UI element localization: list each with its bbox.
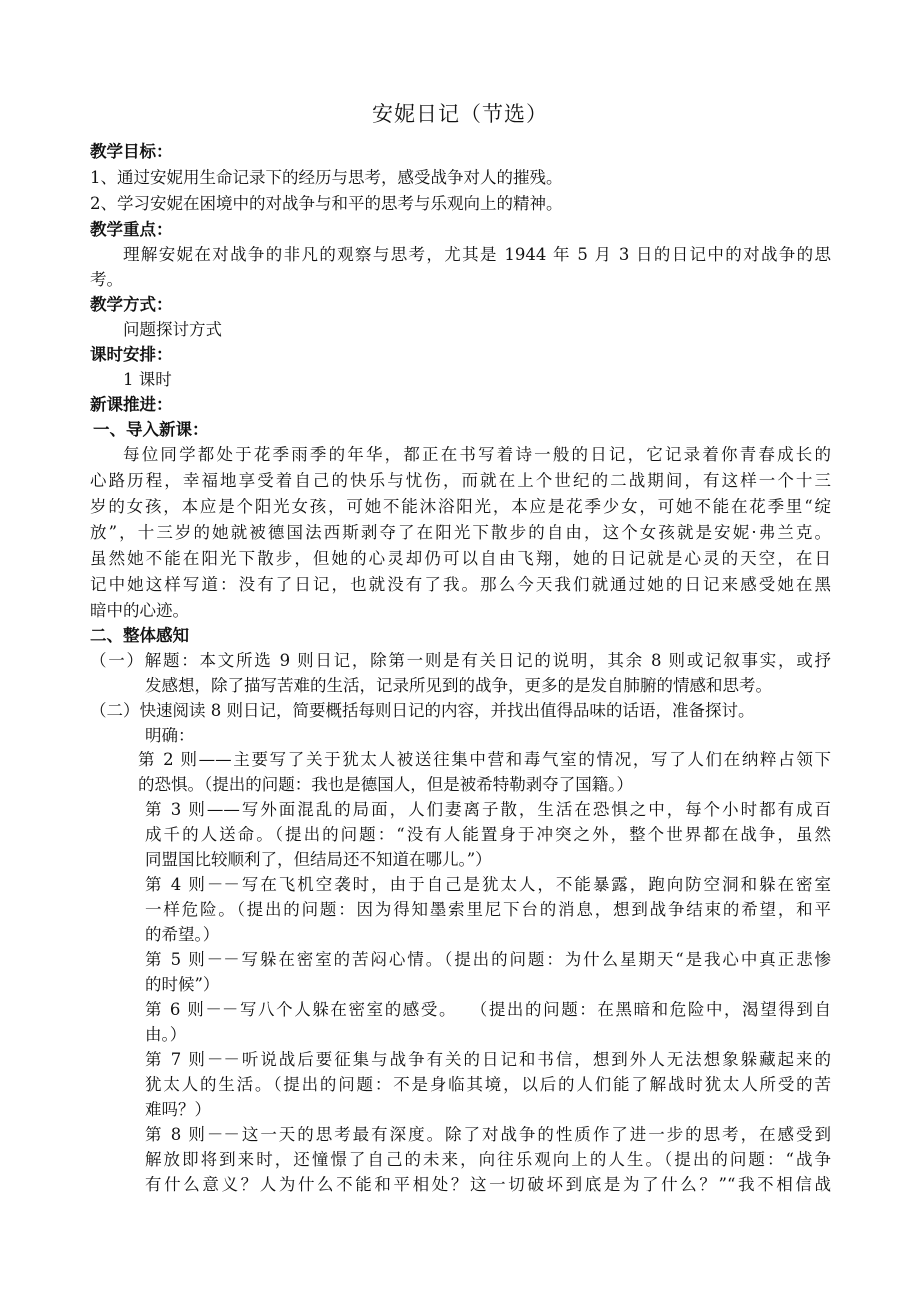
para-2-line-2: 明确： <box>145 726 195 745</box>
diary-7-line-3: 难吗？） <box>145 1100 211 1119</box>
intro-heading: 一、导入新课： <box>93 420 209 439</box>
diary-5-line-2: 的时候”） <box>145 975 220 994</box>
diary-3-line-1: 第 3 则——写外面混乱的局面，人们妻离子散，生活在恐惧之中，每个小时都有成百 <box>145 800 831 819</box>
intro-line-5: 虽然她不能在阳光下散步，但她的心灵却仍可以自由飞翔，她的日记就是心灵的天空，在日 <box>90 549 831 568</box>
diary-8-line-1: 第 8 则－－这一天的思考最有深度。除了对战争的性质作了进一步的思考，在感受到 <box>145 1125 831 1144</box>
diary-8-line-3: 有什么意义？人为什么不能和平相处？这一切破坏到底是为了什么？”“我不相信战 <box>145 1175 831 1194</box>
method-text: 问题探讨方式 <box>123 320 222 339</box>
para-2-line-1: （二）快速阅读 8 则日记，简要概括每则日记的内容，并找出值得品味的话语，准备探讨。 <box>90 701 755 720</box>
method-heading: 教学方式： <box>90 295 173 314</box>
diary-3-line-3: 同盟国比较顺利了，但结局还不知道在哪儿。”） <box>145 850 492 869</box>
advance-heading: 新课推进： <box>90 395 173 414</box>
diary-3-line-2: 成千的人送命。（提出的问题：“没有人能置身于冲突之外，整个世界都在战争，虽然 <box>145 825 831 844</box>
diary-7-line-2: 犹太人的生活。（提出的问题：不是身临其境，以后的人们能了解战时犹太人所受的苦 <box>145 1075 831 1094</box>
focus-line-2: 考。 <box>90 270 123 289</box>
intro-line-1: 每位同学都处于花季雨季的年华，都正在书写着诗一般的日记，它记录着你青春成长的 <box>123 445 831 464</box>
intro-line-2: 心路历程，幸福地享受着自己的快乐与忧伤，而就在上个世纪的二战期间，有这样一个十三 <box>90 471 831 490</box>
focus-line-1: 理解安妮在对战争的非凡的观察与思考，尤其是 1944 年 5 月 3 日的日记中的对战争的思 <box>123 245 831 264</box>
diary-2-line-1: 第 2 则——主要写了关于犹太人被送往集中营和毒气室的情况，写了人们在纳粹占领下 <box>138 750 831 769</box>
intro-line-6: 记中她这样写道：没有了日记，也就没有了我。那么今天我们就通过她的日记来感受她在黑 <box>90 575 831 594</box>
diary-4-line-3: 的希望。） <box>145 925 220 944</box>
intro-line-4: 放”，十三岁的她就被德国法西斯剥夺了在阳光下散步的自由，这个女孩就是安妮·弗兰克。 <box>90 523 831 542</box>
goal-2: 2、学习安妮在困境中的对战争与和平的思考与乐观向上的精神。 <box>90 194 563 213</box>
schedule-heading: 课时安排： <box>90 345 173 364</box>
diary-8-line-2: 解放即将到来时，还憧憬了自己的未来，向往乐观向上的人生。（提出的问题：“战争 <box>145 1150 831 1169</box>
schedule-text: 1 课时 <box>123 370 172 389</box>
para-1-line-2: 发感想，除了描写苦难的生活，记录所见到的战争，更多的是发自肺腑的情感和思考。 <box>145 676 772 695</box>
diary-6-line-2: 由。） <box>145 1025 187 1044</box>
intro-line-7: 暗中的心迹。 <box>90 601 189 620</box>
diary-4-line-2: 一样危险。（提出的问题：因为得知墨索里尼下台的消息，想到战争结束的希望，和平 <box>145 900 831 919</box>
diary-7-line-1: 第 7 则－－听说战后要征集与战争有关的日记和书信，想到外人无法想象躲藏起来的 <box>145 1050 831 1069</box>
goal-1: 1、通过安妮用生命记录下的经历与思考，感受战争对人的摧残。 <box>90 168 563 187</box>
diary-5-line-1: 第 5 则－－写躲在密室的苦闷心情。（提出的问题：为什么星期天“是我心中真正悲惨 <box>145 950 831 969</box>
goals-heading: 教学目标： <box>90 142 173 161</box>
diary-2-line-2: 的恐惧。（提出的问题：我也是德国人，但是被希特勒剥夺了国籍。） <box>138 775 633 794</box>
intro-line-3: 岁的女孩，本应是个阳光女孩，可她不能沐浴阳光，本应是花季少女，可她不能在花季里“绽 <box>90 497 831 516</box>
diary-6-line-1: 第 6 则－－写八个人躲在密室的感受。 （提出的问题：在黑暗和危险中，渴望得到自 <box>145 1000 831 1019</box>
para-1-line-1: （一）解题：本文所选 9 则日记，除第一则是有关日记的说明，其余 8 则或记叙事实，或抒 <box>90 651 831 670</box>
overall-heading: 二、整体感知 <box>90 626 189 645</box>
document-title: 安妮日记（节选） <box>372 102 548 126</box>
diary-4-line-1: 第 4 则－－写在飞机空袭时，由于自己是犹太人，不能暴露，跑向防空洞和躲在密室 <box>145 875 831 894</box>
focus-heading: 教学重点： <box>90 220 173 239</box>
